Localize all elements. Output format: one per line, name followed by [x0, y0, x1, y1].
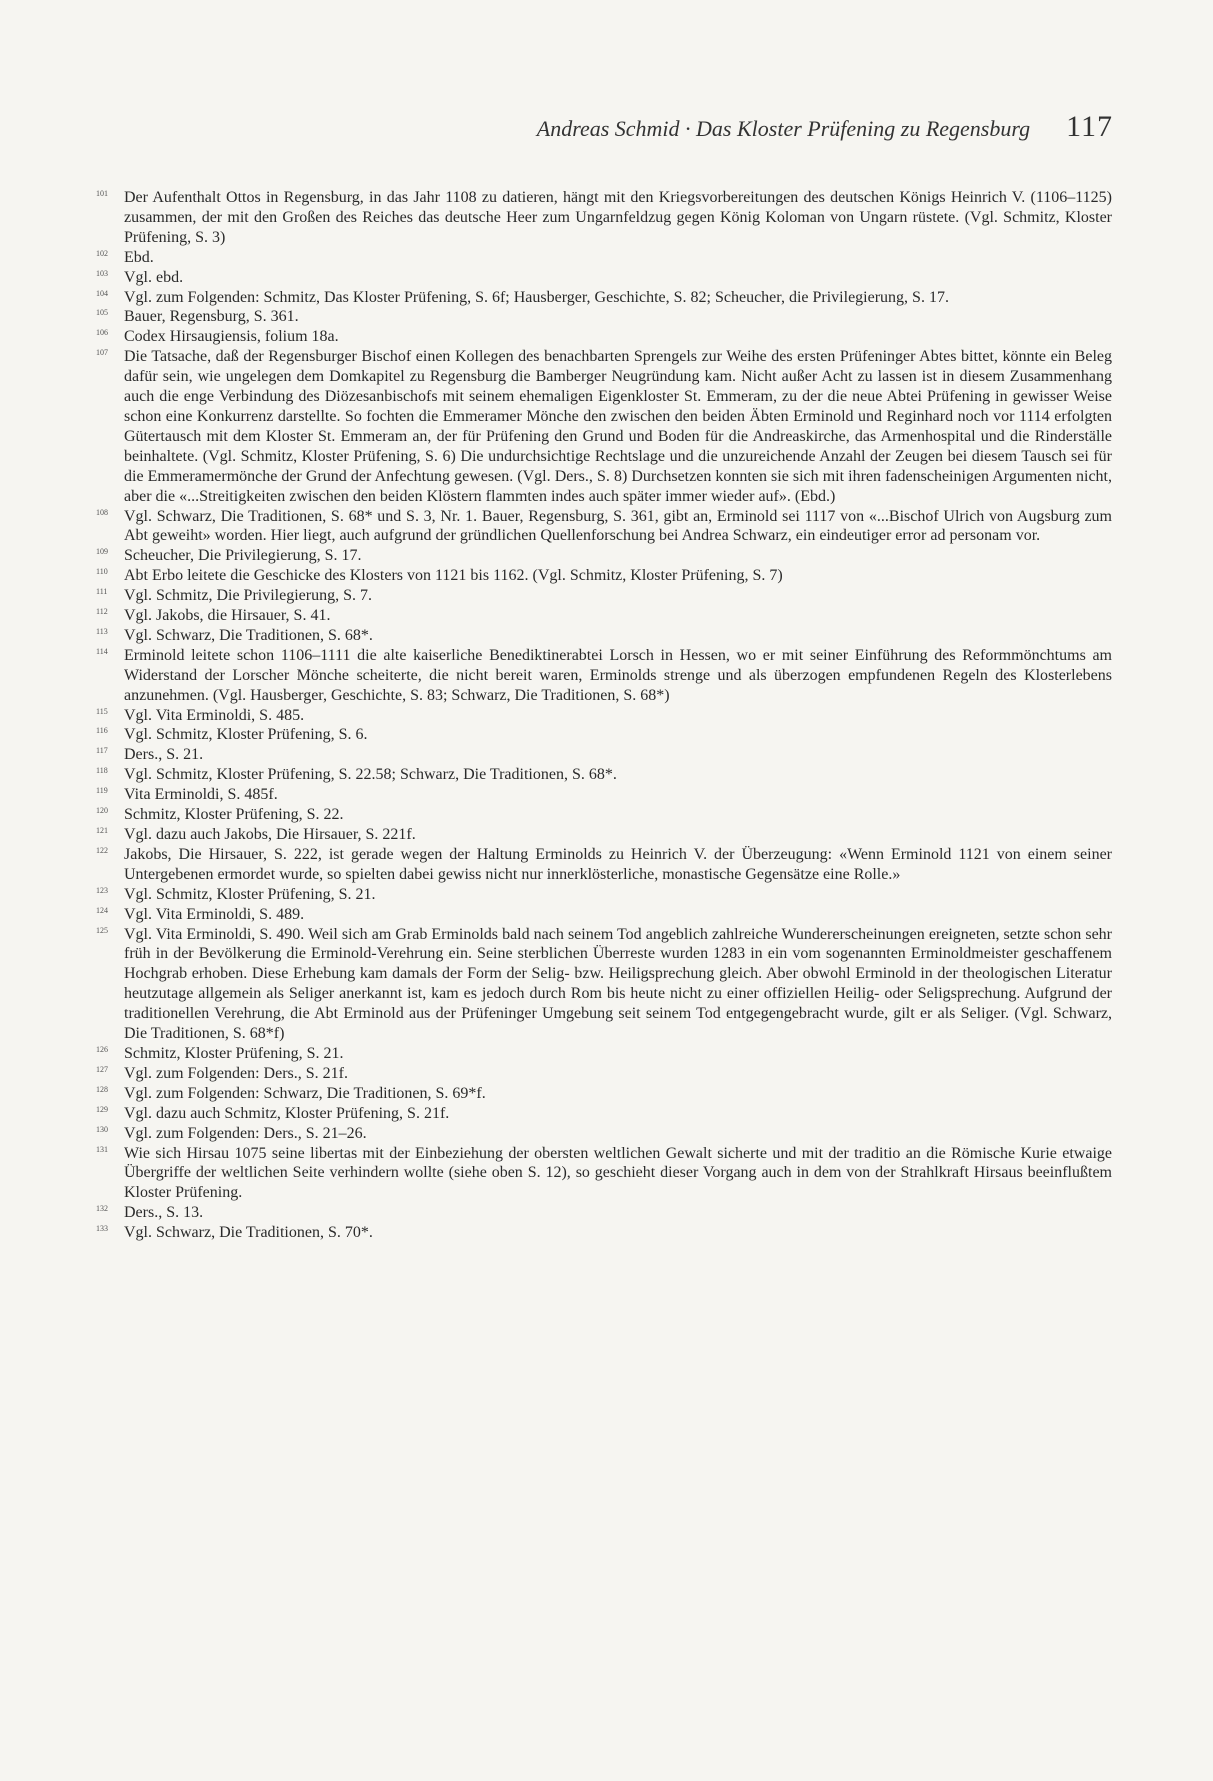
footnote-text: Schmitz, Kloster Prüfening, S. 21. [124, 1044, 344, 1062]
footnote-113 [96, 626, 1112, 646]
footnote-number: 118 [96, 766, 108, 776]
footnote-text: Vita Erminoldi, S. 485f. [124, 786, 278, 804]
footnote-number: 117 [96, 746, 108, 756]
page-header [120, 110, 1113, 144]
footnote-102 [96, 248, 1112, 268]
footnote-text: Vgl. dazu auch Jakobs, Die Hirsauer, S. 221f. [124, 826, 416, 843]
footnote-number: 106 [96, 328, 108, 338]
footnote-number: 124 [96, 905, 108, 915]
footnote-number: 122 [96, 845, 108, 855]
footnote-text: Schmitz, Kloster Prüfening, S. 22. [124, 806, 344, 824]
footnote-number: 132 [96, 1204, 108, 1214]
footnote-text: Bauer, Regensburg, S. 361. [124, 308, 299, 326]
footnote-107 [96, 347, 1112, 506]
footnote-123 [96, 885, 1112, 905]
footnote-129 [96, 1104, 1112, 1124]
footnote-116 [96, 725, 1112, 745]
footnote-112 [96, 606, 1112, 626]
footnote-text: Vgl. Schmitz, Die Privilegierung, S. 7. [124, 587, 372, 605]
footnote-number: 110 [96, 567, 108, 577]
footnote-number: 130 [96, 1124, 108, 1134]
footnote-number: 125 [96, 925, 108, 935]
footnote-number: 133 [96, 1224, 108, 1234]
footnote-132 [96, 1203, 1112, 1223]
footnote-text: Vgl. Vita Erminoldi, S. 490. Weil sich am Grab Erminolds bald nach seinem Tod angeblich zahlreiche Wundererscheinungen ereigneten, setzte schon sehr früh in der Bevölkerung die Erminold-Verehrung ein. Seine sterblichen Überreste wurden 1283 in ein vom sogenannten Erminoldmeister geschaffenem Hochgrab erhoben. Diese Erhebung kam damals der Form der Selig- bzw. Heiligsprechung gleich. Aber obwohl Erminold in der theologischen Literatur heutzutage allgemein als Seliger anerkannt ist, kam es jedoch durch Rom bis heute nicht zu einer offiziellen Heilig- oder Seligsprechung. Aufgrund der traditionellen Verehrung, die Abt Erminold aus der Prüfeninger Umgebung seit seinem Tod entgegengebracht wurde, gilt er als Seliger. (Vgl. Schwarz, Die Traditionen, S. 68*f) [124, 925, 1112, 1043]
footnote-number: 127 [96, 1064, 108, 1074]
footnote-text: Vgl. Schwarz, Die Traditionen, S. 68* und S. 3, Nr. 1. Bauer, Regensburg, S. 361, gibt an, Erminold sei 1117 von «...Bischof Ulrich von Augsburg zum Abt geweiht» worden. Hier liegt, auch aufgrund der gründlichen Quellenforschung bei Andrea Schwarz, ein eindeutiger error ad personam vor. [124, 507, 1112, 545]
footnote-text: Die Tatsache, daß der Regensburger Bischof einen Kollegen des benachbarten Sprengels zur Weihe des ersten Prüfeninger Abtes bittet, könnte ein Beleg dafür sein, wie ungelegen dem Domkapitel zu Regensburg die Bamberger Neugründung kam. Nicht außer Acht zu lassen ist in diesem Zusammenhang auch die enge Verbindung des Diözesanbischofs mit seinem ehemaligen Eigenkloster St. Emmeram, zu der die neue Abtei Prüfening in gewisser Weise schon eine Konkurrenz darstellte. So fochten die Emmeramer Mönche den zwischen den beiden Äbten Erminold und Reginhard noch vor 1114 erfolgten Gütertausch mit dem Kloster St. Emmeram an, der für Prüfening den Grund und Boden für die Andreaskirche, das Armenhospital und die Rinderställe beinhaltete. (Vgl. Schmitz, Kloster Prüfening, S. 6) Die undurchsichtige Rechtslage und die unzureichende Anzahl der Zeugen bei diesem Tausch sei für die Emmeramermönche der Grund der Anfechtung gewesen. (Vgl. Ders., S. 8) Durchsetzen konnten sie sich mit ihren fadenscheinigen Argumenten nicht, aber die «...Streitigkeiten zwischen den beiden Klöstern flammten indes auch später immer wieder auf». (Ebd.) [124, 348, 1112, 505]
footnote-number: 101 [96, 189, 108, 198]
footnotes-list [96, 188, 1112, 1243]
footnote-number: 129 [96, 1104, 108, 1114]
footnote-text: Jakobs, Die Hirsauer, S. 222, ist gerade wegen der Haltung Erminolds zu Heinrich V. der Überzeugung: «Wenn Erminold 1121 von einem seiner Untergebenen ermordet wurde, so spielten dabei gewiss nicht nur innerklösterliche, monastische Gegensätze eine Rolle.» [124, 845, 1112, 883]
footnote-number: 111 [96, 587, 108, 597]
footnote-text: Vgl. Schwarz, Die Traditionen, S. 68*. [124, 626, 373, 644]
footnote-number: 115 [96, 706, 108, 716]
footnote-number: 103 [96, 268, 108, 278]
footnote-124 [96, 905, 1112, 925]
footnote-number: 104 [96, 288, 108, 298]
footnote-text: Vgl. zum Folgenden: Schmitz, Das Kloster Prüfening, S. 6f; Hausberger, Geschichte, S. 82; Scheucher, die Privilegierung, S. 17. [124, 288, 949, 306]
footnote-131 [96, 1144, 1112, 1204]
footnote-111 [96, 586, 1112, 606]
footnote-text: Scheucher, Die Privilegierung, S. 17. [124, 547, 362, 565]
footnote-114 [96, 646, 1112, 706]
footnote-text: Vgl. Vita Erminoldi, S. 489. [124, 905, 305, 923]
footnote-109 [96, 546, 1112, 566]
footnote-110 [96, 566, 1112, 586]
page-number: 117 [1066, 110, 1113, 143]
footnote-121 [96, 825, 1112, 845]
footnote-text: Vgl. ebd. [124, 268, 184, 286]
footnote-number: 113 [96, 626, 108, 636]
footnote-text: Vgl. Schmitz, Kloster Prüfening, S. 22.58; Schwarz, Die Traditionen, S. 68*. [124, 766, 617, 784]
footnote-text: Vgl. Jakobs, die Hirsauer, S. 41. [124, 607, 331, 625]
footnote-105 [96, 307, 1112, 327]
footnote-125 [96, 925, 1112, 1044]
footnote-106 [96, 327, 1112, 347]
footnote-108 [96, 507, 1112, 547]
footnote-number: 121 [96, 826, 108, 835]
footnote-133 [96, 1223, 1112, 1243]
footnote-101 [96, 188, 1112, 248]
footnote-119 [96, 785, 1112, 805]
footnote-103 [96, 268, 1112, 288]
footnote-122 [96, 845, 1112, 885]
footnote-text: Codex Hirsaugiensis, folium 18a. [124, 328, 339, 346]
footnote-text: Vgl. Vita Erminoldi, S. 485. [124, 706, 305, 724]
footnote-text: Der Aufenthalt Ottos in Regensburg, in das Jahr 1108 zu datieren, hängt mit den Kriegsvorbereitungen des deutschen Königs Heinrich V. (1106–1125) zusammen, der mit den Großen des Reiches das deutsche Heer zum Ungarnfeldzug gegen König Koloman von Ungarn rüstete. (Vgl. Schmitz, Kloster Prüfening, S. 3) [124, 189, 1112, 246]
footnote-127 [96, 1064, 1112, 1084]
footnote-number: 123 [96, 885, 108, 895]
footnote-text: Vgl. dazu auch Schmitz, Kloster Prüfening, S. 21f. [124, 1104, 450, 1122]
footnote-130 [96, 1124, 1112, 1144]
footnote-text: Ders., S. 13. [124, 1204, 204, 1222]
footnote-128 [96, 1084, 1112, 1104]
footnote-text: Vgl. zum Folgenden: Ders., S. 21–26. [124, 1124, 367, 1142]
footnote-text: Ebd. [124, 248, 154, 266]
footnote-number: 114 [96, 646, 108, 656]
footnote-number: 112 [96, 607, 108, 617]
footnote-number: 120 [96, 806, 108, 816]
footnote-126 [96, 1044, 1112, 1064]
footnote-104 [96, 288, 1112, 308]
footnote-number: 109 [96, 547, 108, 557]
footnote-number: 105 [96, 308, 108, 318]
footnote-text: Vgl. Schmitz, Kloster Prüfening, S. 6. [124, 726, 368, 744]
footnote-number: 102 [96, 248, 108, 258]
footnote-text: Erminold leitete schon 1106–1111 die alte kaiserliche Benediktinerabtei Lorsch in Hessen, wo er mit seiner Einführung des Reformmönchtums am Widerstand der Lorscher Mönche scheiterte, die nicht bereit waren, Erminolds strenge und als überzogen empfundenen Regeln des Klosterlebens anzunehmen. (Vgl. Hausberger, Geschichte, S. 83; Schwarz, Die Traditionen, S. 68*) [124, 646, 1112, 704]
footnote-115 [96, 706, 1112, 726]
footnote-number: 119 [96, 786, 108, 796]
footnote-number: 126 [96, 1044, 108, 1054]
footnote-text: Wie sich Hirsau 1075 seine libertas mit der Einbeziehung der obersten weltlichen Gewalt sicherte und mit der traditio an die Römische Kurie etwaige Übergriffe der weltlichen Seite verhindern wollte (siehe oben S. 12), so geschieht dieser Vorgang auch in dem von der Strahlkraft Hirsaus beeinflußtem Kloster Prüfening. [124, 1144, 1112, 1202]
footnote-text: Vgl. zum Folgenden: Schwarz, Die Traditionen, S. 69*f. [124, 1084, 486, 1102]
footnote-text: Vgl. Schmitz, Kloster Prüfening, S. 21. [124, 885, 376, 903]
footnote-117 [96, 745, 1112, 765]
footnote-text: Vgl. Schwarz, Die Traditionen, S. 70*. [124, 1224, 373, 1242]
footnote-number: 107 [96, 348, 108, 358]
footnote-number: 128 [96, 1084, 108, 1094]
footnote-text: Vgl. zum Folgenden: Ders., S. 21f. [124, 1064, 348, 1082]
footnote-number: 131 [96, 1144, 108, 1154]
footnote-120 [96, 805, 1112, 825]
footnote-text: Abt Erbo leitete die Geschicke des Klosters von 1121 bis 1162. (Vgl. Schmitz, Kloster Prüfening, S. 7) [124, 567, 783, 585]
footnote-number: 116 [96, 726, 108, 736]
footnote-text: Ders., S. 21. [124, 746, 204, 764]
running-title: Andreas Schmid · Das Kloster Prüfening zu Regensburg [536, 116, 1031, 141]
footnote-118 [96, 765, 1112, 785]
footnote-number: 108 [96, 507, 108, 517]
